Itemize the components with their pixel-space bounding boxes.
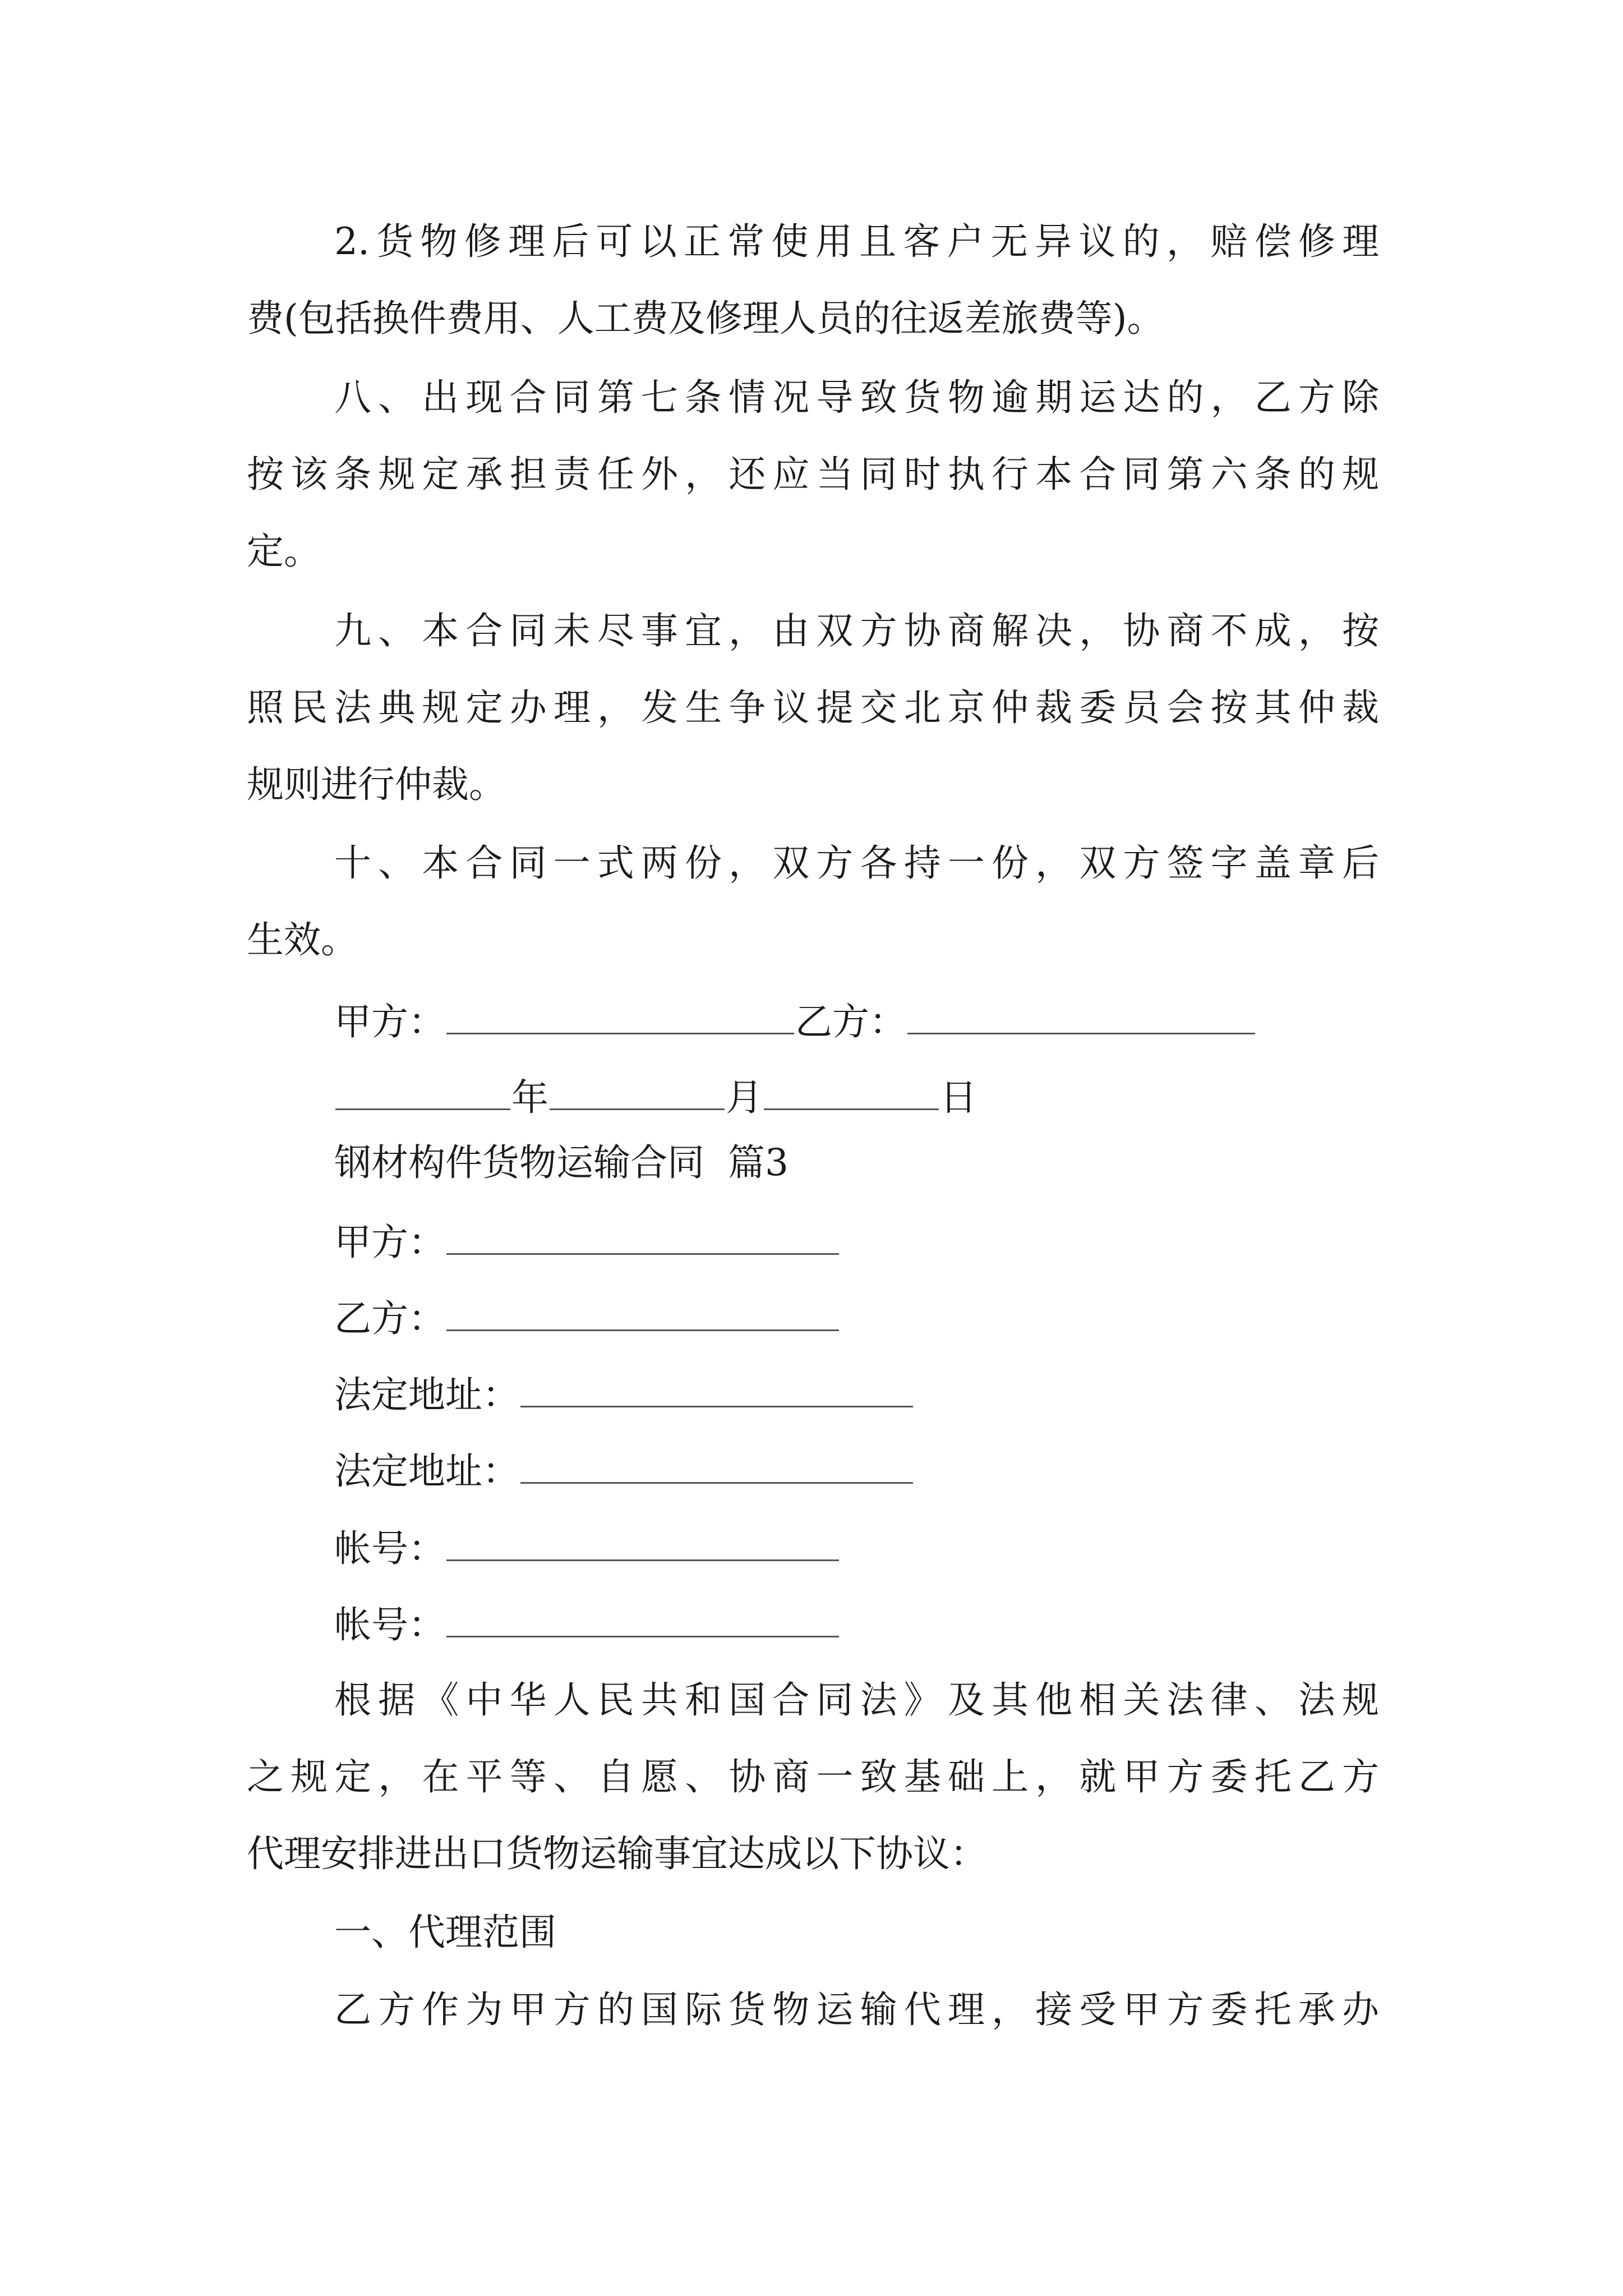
- paragraph-line: 根据《中华人民共和国合同法》及其他相关法律、法规: [334, 1678, 1379, 1722]
- field-party-b: [334, 1297, 840, 1340]
- day-label: 日: [940, 1076, 977, 1119]
- paragraph-line: 乙方作为甲方的国际货物运输代理，接受甲方委托承办: [334, 1988, 1379, 2031]
- section-title: 钢材构件货物运输合同 篇3: [334, 1141, 789, 1184]
- year-blank: [335, 1076, 510, 1110]
- field-blank: [446, 1527, 839, 1561]
- field-blank: [446, 1221, 839, 1255]
- paragraph-line: 2.货物修理后可以正常使用且客户无异议的，赔偿修理: [334, 220, 1379, 263]
- month-blank: [550, 1076, 725, 1110]
- field-blank: [520, 1373, 913, 1407]
- clause-heading: 一、代理范围: [334, 1911, 556, 1954]
- paragraph-line: 十、本合同一式两份，双方各持一份，双方签字盖章后: [334, 841, 1379, 885]
- field-label: 帐号：: [334, 1603, 445, 1646]
- field-account-a: [334, 1527, 840, 1570]
- field-label: 甲方：: [334, 1221, 445, 1264]
- field-label: 帐号：: [334, 1527, 445, 1570]
- party-b-label: 乙方：: [795, 1000, 906, 1043]
- signature-row: [334, 1000, 1256, 1041]
- year-label: 年: [511, 1076, 548, 1119]
- field-party-a: [334, 1221, 840, 1264]
- paragraph-line: 九、本合同未尽事宜，由双方协商解决，协商不成，按: [334, 609, 1379, 652]
- field-account-b: [334, 1603, 840, 1644]
- field-blank: [520, 1450, 913, 1484]
- field-address-a: [334, 1373, 914, 1414]
- paragraph-line: 之规定，在平等、自愿、协商一致基础上，就甲方委托乙方: [247, 1755, 1379, 1798]
- field-address-b: [334, 1450, 914, 1493]
- field-blank: [446, 1603, 839, 1637]
- day-blank: [764, 1076, 939, 1110]
- month-label: 月: [726, 1076, 763, 1119]
- field-blank: [446, 1297, 839, 1331]
- paragraph-line: 八、出现合同第七条情况导致货物逾期运达的，乙方除: [334, 376, 1379, 419]
- party-b-blank: [907, 1000, 1255, 1034]
- paragraph-line: 定。: [247, 530, 321, 573]
- paragraph-line: 代理安排进出口货物运输事宜达成以下协议：: [247, 1832, 987, 1875]
- date-row: [334, 1076, 977, 1119]
- party-a-blank: [446, 1000, 794, 1034]
- paragraph-line: 照民法典规定办理，发生争议提交北京仲裁委员会按其仲裁: [247, 686, 1379, 729]
- field-label: 法定地址：: [334, 1373, 519, 1416]
- paragraph-line: 生效。: [247, 918, 358, 961]
- party-a-label: 甲方：: [334, 1000, 445, 1043]
- paragraph-line: 规则进行仲裁。: [247, 763, 506, 806]
- paragraph-line: 费(包括换件费用、人工费及修理人员的往返差旅费等)。: [247, 297, 1164, 340]
- field-label: 法定地址：: [334, 1450, 519, 1493]
- field-label: 乙方：: [334, 1297, 445, 1340]
- paragraph-line: 按该条规定承担责任外，还应当同时执行本合同第六条的规: [247, 453, 1379, 496]
